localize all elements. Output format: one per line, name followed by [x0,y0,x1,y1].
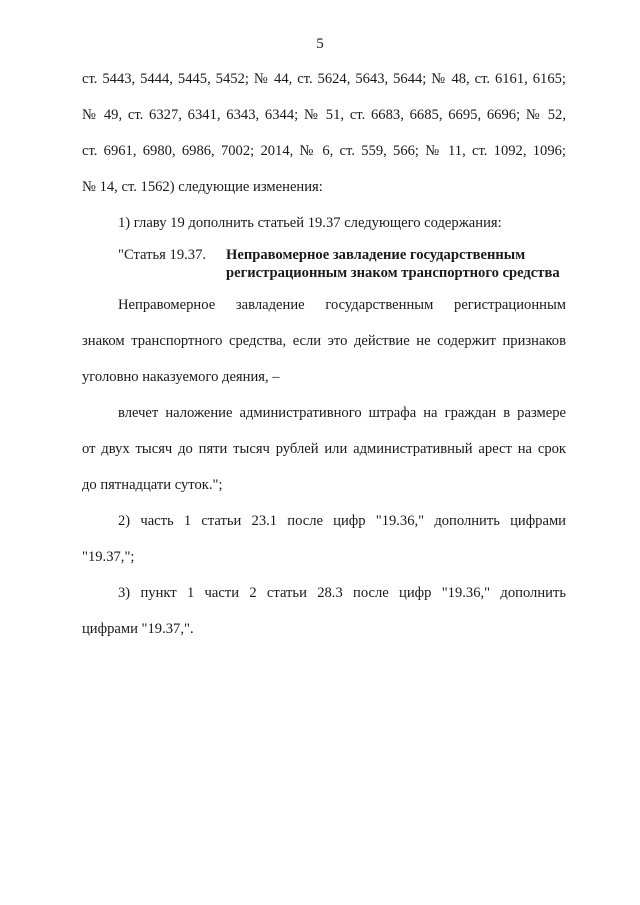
text-line-3: ст. 6961, 6980, 6986, 7002; 2014, № 6, ст. 559, 566; № 11, ст. 1092, 1096; [82,143,566,159]
article-prefix: "Статья 19.37. [118,247,207,263]
article-title-line-2: регистрационным знаком транспортного средства [226,265,560,281]
text-line-4: № 14, ст. 1562) следующие изменения: [82,179,323,195]
text-line-7: знаком транспортного средства, если это действие не содержит признаков [82,333,566,349]
text-line-14: 3) пункт 1 части 2 статьи 28.3 после цифр "19.36," дополнить [118,585,566,601]
text-line-8: уголовно наказуемого деяния, – [82,369,280,385]
text-line-15: цифрами "19.37,". [82,621,194,637]
text-line-9: влечет наложение административного штрафа на граждан в размере [118,405,566,421]
text-line-5: 1) главу 19 дополнить статьей 19.37 следующего содержания: [118,215,502,231]
text-line-1: ст. 5443, 5444, 5445, 5452; № 44, ст. 5624, 5643, 5644; № 48, ст. 6161, 6165; [82,71,566,87]
text-line-10: от двух тысяч до пяти тысяч рублей или административный арест на срок [82,441,566,457]
page-number: 5 [316,36,324,52]
text-line-13: "19.37,"; [82,549,135,565]
text-line-2: № 49, ст. 6327, 6341, 6343, 6344; № 51, ст. 6683, 6685, 6695, 6696; № 52, [82,107,566,123]
text-line-6: Неправомерное завладение государственным регистрационным [118,297,566,313]
text-line-11: до пятнадцати суток."; [82,477,223,493]
text-line-12: 2) часть 1 статьи 23.1 после цифр "19.36," дополнить цифрами [118,513,566,529]
article-title-line-1: Неправомерное завладение государственным [226,247,526,263]
